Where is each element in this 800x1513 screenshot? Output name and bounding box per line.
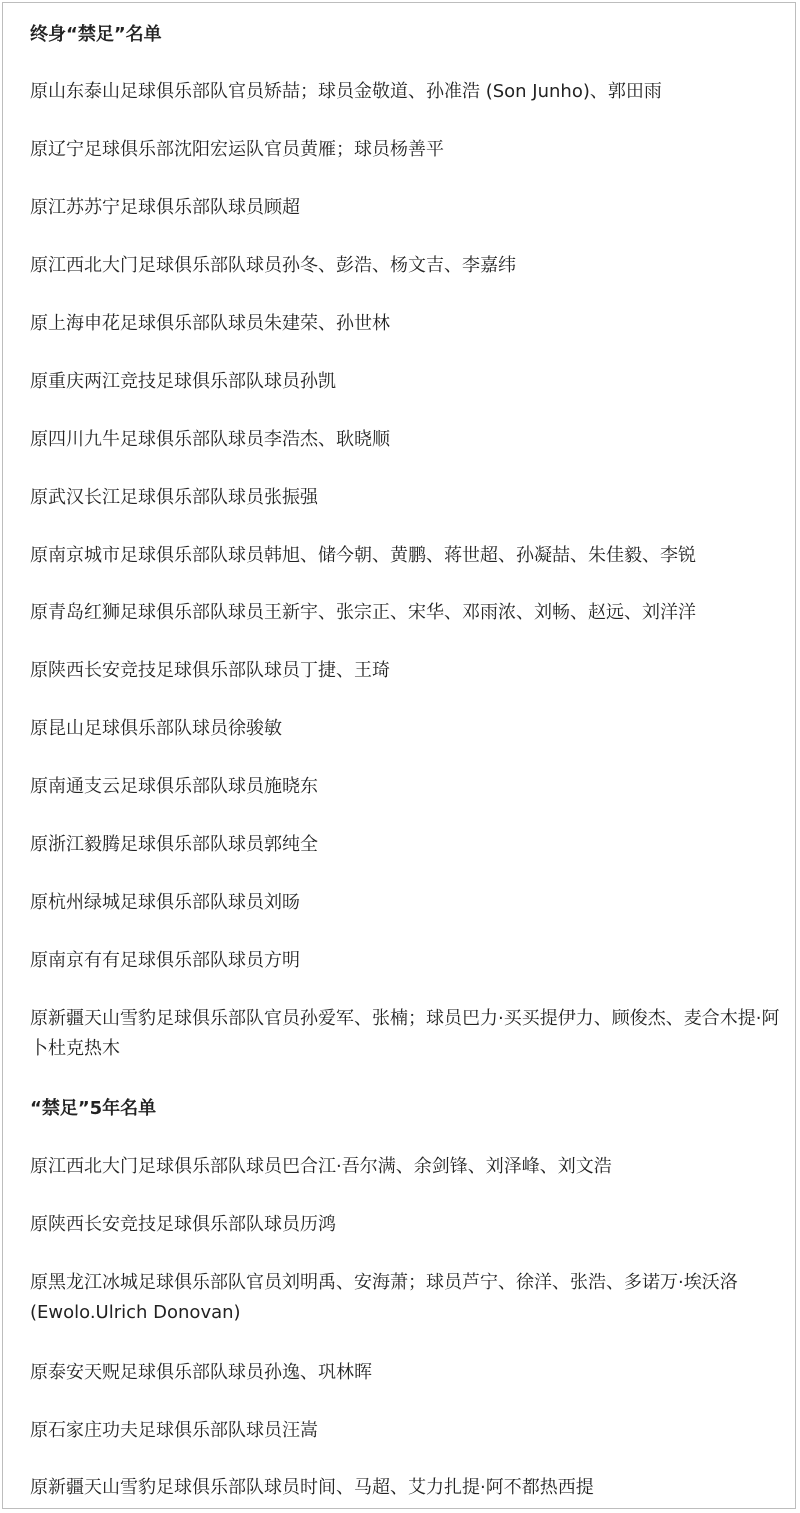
list-item: 原江西北大门足球俱乐部队球员孙冬、彭浩、杨文吉、李嘉纬: [30, 255, 516, 276]
list-item: 原陕西长安竞技足球俱乐部队球员丁捷、王琦: [30, 660, 390, 681]
list-item: 原石家庄功夫足球俱乐部队球员汪嵩: [30, 1420, 318, 1441]
list-item: 原新疆天山雪豹足球俱乐部队官员孙爱军、张楠；球员巴力·买买提伊力、顾俊杰、麦合木提·阿卜杜克热木: [30, 1008, 780, 1059]
list-item: 原黑龙江冰城足球俱乐部队官员刘明禹、安海萧；球员芦宁、徐洋、张浩、多诺万·埃沃洛(Ewolo.Ulrich Donovan): [30, 1272, 738, 1323]
list-item: 原四川九牛足球俱乐部队球员李浩杰、耿晓顺: [30, 429, 390, 450]
list-item: 原山东泰山足球俱乐部队官员矫喆；球员金敬道、孙准浩 (Son Junho)、郭田雨: [30, 81, 662, 102]
list-item: 原南通支云足球俱乐部队球员施晓东: [30, 776, 318, 797]
list-item: 原新疆天山雪豹足球俱乐部队球员时间、马超、艾力扎提·阿不都热西提: [30, 1477, 594, 1498]
list-item: 原浙江毅腾足球俱乐部队球员郭纯全: [30, 834, 318, 855]
list-item: 原上海申花足球俱乐部队球员朱建荣、孙世林: [30, 313, 390, 334]
list-item: 原陕西长安竞技足球俱乐部队球员历鸿: [30, 1214, 336, 1235]
list-item: 原青岛红狮足球俱乐部队球员王新宇、张宗正、宋华、邓雨浓、刘畅、赵远、刘洋洋: [30, 602, 696, 623]
article-frame: [2, 2, 796, 1509]
list-item: 原昆山足球俱乐部队球员徐骏敏: [30, 718, 282, 739]
list-item: 原杭州绿城足球俱乐部队球员刘旸: [30, 892, 300, 913]
list-item: 原泰安天贶足球俱乐部队球员孙逸、巩林晖: [30, 1362, 372, 1383]
section-heading-lifetime-ban: 终身“禁足”名单: [30, 24, 162, 45]
list-item: 原武汉长江足球俱乐部队球员张振强: [30, 487, 318, 508]
list-item: 原江西北大门足球俱乐部队球员巴合江·吾尔满、余剑锋、刘泽峰、刘文浩: [30, 1156, 612, 1177]
section-heading-five-year-ban: “禁足”5年名单: [30, 1098, 157, 1119]
list-item: 原江苏苏宁足球俱乐部队球员顾超: [30, 197, 300, 218]
list-item: 原辽宁足球俱乐部沈阳宏运队官员黄雁；球员杨善平: [30, 139, 444, 160]
list-item: 原南京有有足球俱乐部队球员方明: [30, 950, 300, 971]
list-item: 原重庆两江竞技足球俱乐部队球员孙凯: [30, 371, 336, 392]
list-item: 原南京城市足球俱乐部队球员韩旭、储今朝、黄鹏、蒋世超、孙凝喆、朱佳毅、李锐: [30, 545, 696, 566]
